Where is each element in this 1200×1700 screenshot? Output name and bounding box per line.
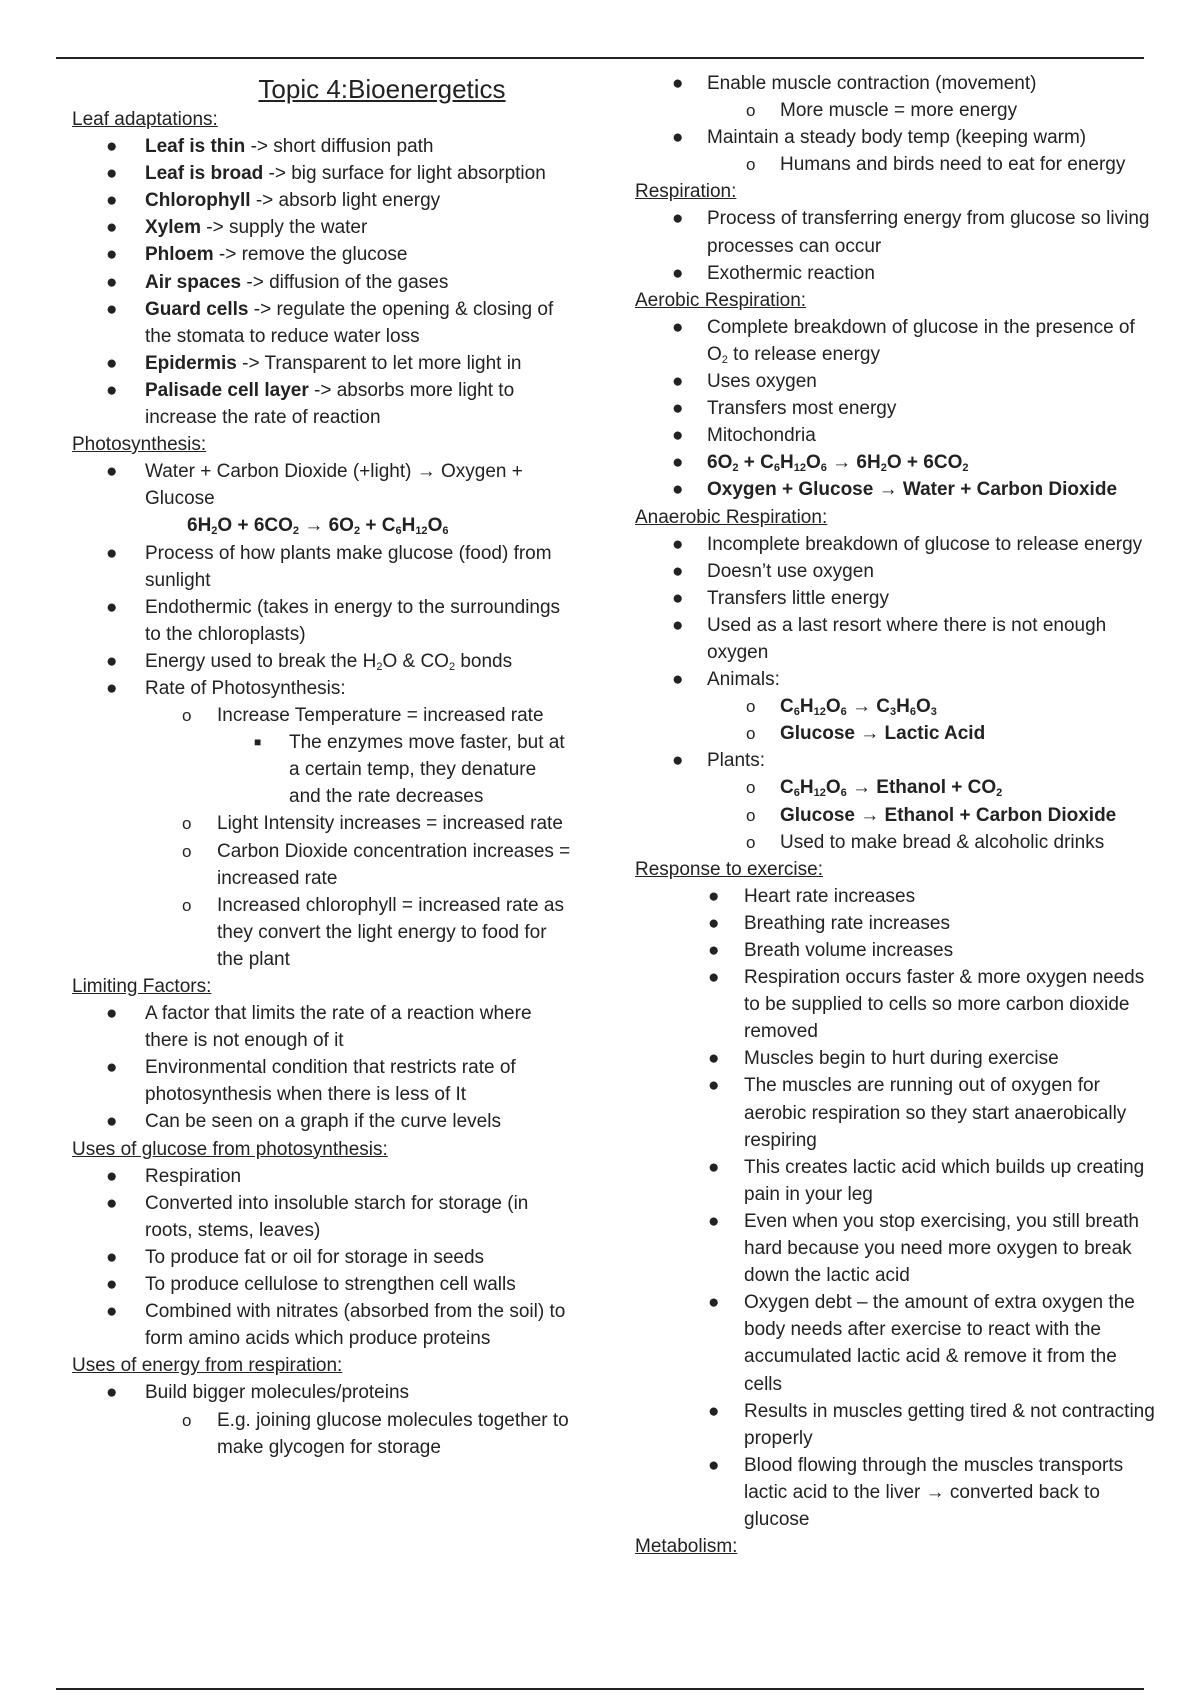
bullet-icon: ●	[106, 650, 118, 672]
limiting-factors-heading: Limiting Factors:	[72, 976, 212, 997]
list-item: ● Can be seen on a graph if the curve levels	[72, 1108, 572, 1135]
bullet-icon: ●	[672, 73, 684, 94]
aerobic-respiration-heading: Aerobic Respiration:	[635, 289, 807, 311]
list-item: ● Build bigger molecules/proteins	[72, 1379, 572, 1406]
list-item: ● Muscles begin to hurt during exercise	[635, 1045, 1155, 1072]
list-item: ● Breath volume increases	[635, 937, 1155, 964]
list-item: ● Energy used to break the $H_2O$ & $CO_2$ bonds	[72, 648, 572, 675]
list-item: ● Breathing rate increases	[635, 910, 1155, 937]
photosynthesis-symbol-equation: $6H_2O + 6CO_2 \to 6O_2 + C_6H_{12}O_6$	[187, 515, 449, 538]
bullet-icon: ●	[708, 1400, 720, 1422]
sub-list-item: o Humans and birds need to eat for energy	[635, 151, 1155, 178]
list-item: ● Respiration	[72, 1163, 572, 1190]
bullet-icon: ●	[106, 596, 118, 618]
bullet-icon: ●	[106, 542, 118, 564]
circle-bullet-icon: o	[746, 155, 756, 175]
circle-bullet-icon: o	[182, 706, 192, 726]
bottom-rule	[56, 1688, 1144, 1690]
list-item: ● Heart rate increases	[635, 883, 1155, 910]
bullet-icon: ●	[106, 1382, 118, 1404]
bullet-icon: ●	[708, 1048, 720, 1070]
list-item: ● Epidermis -> Transparent to let more light in	[72, 350, 572, 377]
list-item: ● Animals:	[635, 666, 1155, 693]
bullet-icon: ●	[672, 479, 684, 501]
list-item: ● Leaf is broad -> big surface for light absorption	[72, 160, 572, 187]
bullet-icon: ●	[708, 967, 720, 989]
plants-symbol-equation: o $C_6H_{12}O_6$ → Ethanol + $CO_2$	[635, 774, 1155, 801]
list-item: ● Environmental condition that restricts rate of photosynthesis when there is less of It	[72, 1054, 572, 1108]
bullet-icon: ●	[106, 217, 118, 239]
bullet-icon: ●	[106, 271, 118, 293]
bullet-icon: ●	[106, 1057, 118, 1079]
leaf-adaptations-heading: Leaf adaptations:	[72, 109, 218, 130]
bullet-icon: ●	[106, 677, 118, 699]
bullet-icon: ●	[106, 461, 118, 483]
bullet-icon: ●	[106, 1301, 118, 1323]
bullet-icon: ●	[672, 587, 684, 609]
list-item: ● Leaf is thin -> short diffusion path	[72, 133, 572, 160]
list-item: ● Results in muscles getting tired & not contracting properly	[635, 1398, 1155, 1452]
bullet-icon: ●	[672, 452, 684, 474]
bullet-icon: ●	[672, 316, 684, 338]
circle-bullet-icon: o	[182, 814, 192, 834]
list-item: ● Palisade cell layer -> absorbs more light to increase the rate of reaction	[72, 377, 572, 431]
circle-bullet-icon: o	[746, 101, 756, 121]
bullet-icon: ●	[672, 398, 684, 420]
list-item: ● Combined with nitrates (absorbed from the soil) to form amino acids which produce proteins	[72, 1298, 572, 1352]
bullet-icon: ●	[708, 885, 720, 907]
sub-list-item: o Increase Temperature = increased rate	[72, 702, 572, 729]
list-item: ● Maintain a steady body temp (keeping warm)	[635, 124, 1155, 151]
list-item: ● Chlorophyll -> absorb light energy	[72, 187, 572, 214]
circle-bullet-icon: o	[746, 697, 756, 717]
list-item: ● Transfers little energy	[635, 585, 1155, 612]
sub-list-item: o E.g. joining glucose molecules together to make glycogen for storage	[72, 1407, 572, 1461]
list-item: ● Blood flowing through the muscles transports lactic acid to the liver → converted back to glucose	[635, 1452, 1155, 1533]
list-item: ● Uses oxygen	[635, 368, 1155, 395]
bullet-icon: ●	[672, 560, 684, 582]
sub-list-item: o Used to make bread & alcoholic drinks	[635, 829, 1155, 856]
animals-word-equation: o Glucose → Lactic Acid	[635, 720, 1155, 747]
list-item: ● Oxygen debt – the amount of extra oxygen the body needs after exercise to react with the accumulated lactic acid & remove it from the cells	[635, 1289, 1155, 1397]
bullet-icon: ●	[672, 614, 684, 636]
list-item: ● Process of how plants make glucose (food) from sunlight	[72, 540, 572, 594]
circle-bullet-icon: o	[182, 841, 192, 861]
bullet-icon: ●	[106, 136, 118, 158]
list-item: ● Doesn’t use oxygen	[635, 558, 1155, 585]
list-item: ● Used as a last resort where there is not enough oxygen	[635, 612, 1155, 666]
bullet-icon: ●	[106, 1246, 118, 1268]
bullet-icon: ●	[672, 262, 684, 284]
list-item: ● Converted into insoluble starch for storage (in roots, stems, leaves)	[72, 1190, 572, 1244]
metabolism-heading: Metabolism:	[635, 1536, 738, 1558]
list-item: ● This creates lactic acid which builds up creating pain in your leg	[635, 1154, 1155, 1208]
plants-word-equation: o Glucose → Ethanol + Carbon Dioxide	[635, 802, 1155, 829]
bullet-icon: ●	[672, 669, 684, 691]
sub-list-item: o Increased chlorophyll = increased rate as they convert the light energy to food for the plant	[72, 892, 572, 973]
circle-bullet-icon: o	[182, 1410, 192, 1430]
circle-bullet-icon: o	[746, 805, 756, 825]
list-item: ● Complete breakdown of glucose in the presence of $O_2$ to release energy	[635, 314, 1155, 368]
sub-list-item: o Light Intensity increases = increased rate	[72, 810, 572, 837]
sub-list-item: o More muscle = more energy	[635, 97, 1155, 124]
bullet-icon: ●	[106, 1003, 118, 1025]
list-item: ● Endothermic (takes in energy to the surroundings to the chloroplasts)	[72, 594, 572, 648]
circle-bullet-icon: o	[746, 832, 756, 852]
square-bullet-icon: ■	[254, 735, 262, 750]
list-item: ● To produce cellulose to strengthen cell walls	[72, 1271, 572, 1298]
bullet-icon: ●	[106, 1165, 118, 1187]
list-item: ● The muscles are running out of oxygen for aerobic respiration so they start anaerobically respiring	[635, 1072, 1155, 1153]
list-item: ● Even when you stop exercising, you still breath hard because you need more oxygen to break down the lactic acid	[635, 1208, 1155, 1289]
bullet-icon: ●	[672, 127, 684, 149]
bullet-icon: ●	[672, 425, 684, 447]
bullet-icon: ●	[106, 1111, 118, 1133]
bullet-icon: ●	[708, 1292, 720, 1314]
sub-sub-list-item: ■ The enzymes move faster, but at a certain temp, they denature and the rate decreases	[72, 729, 572, 810]
exercise-response-heading: Response to exercise:	[635, 858, 823, 880]
respiration-heading: Respiration:	[635, 181, 737, 203]
list-item: ● Phloem -> remove the glucose	[72, 241, 572, 268]
bullet-icon: ●	[106, 1274, 118, 1296]
photosynthesis-heading: Photosynthesis:	[72, 434, 207, 456]
bullet-icon: ●	[708, 1075, 720, 1097]
bullet-icon: ●	[672, 371, 684, 393]
bullet-icon: ●	[672, 533, 684, 555]
top-rule	[56, 57, 1144, 59]
photosynthesis-word-equation: ● Water + Carbon Dioxide (+light) → Oxygen + Glucose	[72, 458, 572, 512]
right-column	[635, 70, 1155, 1560]
bullet-icon: ●	[106, 163, 118, 185]
page-title: Topic 4:Bioenergetics	[258, 74, 506, 104]
list-item: ● A factor that limits the rate of a reaction where there is not enough of it	[72, 1000, 572, 1054]
circle-bullet-icon: o	[746, 778, 756, 798]
circle-bullet-icon: o	[746, 724, 756, 744]
list-item: ● Guard cells -> regulate the opening & closing of the stomata to reduce water loss	[72, 296, 572, 350]
list-item: ● Plants:	[635, 747, 1155, 774]
bullet-icon: ●	[106, 352, 118, 374]
list-item: ● Process of transferring energy from glucose so living processes can occur	[635, 205, 1155, 259]
bullet-icon: ●	[672, 208, 684, 230]
list-item: ● Xylem -> supply the water	[72, 214, 572, 241]
bullet-icon: ●	[708, 1454, 720, 1476]
list-item: ● To produce fat or oil for storage in seeds	[72, 1244, 572, 1271]
bullet-icon: ●	[106, 190, 118, 212]
anaerobic-respiration-heading: Anaerobic Respiration:	[635, 506, 828, 528]
bullet-icon: ●	[106, 298, 118, 320]
bullet-icon: ●	[106, 1192, 118, 1214]
glucose-uses-heading: Uses of glucose from photosynthesis:	[72, 1138, 388, 1160]
bullet-icon: ●	[672, 750, 684, 772]
bullet-icon: ●	[106, 244, 118, 266]
list-item: ● Incomplete breakdown of glucose to release energy	[635, 531, 1155, 558]
energy-uses-heading: Uses of energy from respiration:	[72, 1355, 343, 1377]
bullet-icon: ●	[708, 940, 720, 961]
bullet-icon: ●	[708, 1156, 720, 1178]
list-item: ● Air spaces -> diffusion of the gases	[72, 269, 572, 296]
list-item: ● Rate of Photosynthesis:	[72, 675, 572, 702]
list-item: ● Respiration occurs faster & more oxygen needs to be supplied to cells so more carbon dioxide removed	[635, 964, 1155, 1045]
left-column	[72, 70, 572, 1461]
list-item: ● Enable muscle contraction (movement)	[635, 70, 1155, 97]
bullet-icon: ●	[708, 912, 720, 934]
list-item: ● Mitochondria	[635, 422, 1155, 449]
list-item: ● Transfers most energy	[635, 395, 1155, 422]
aerobic-symbol-equation: ● $6O_2 + C_6H_{12}O_6 \to 6H_2O + 6CO_2$	[635, 449, 1155, 476]
aerobic-word-equation: ● Oxygen + Glucose → Water + Carbon Dioxide	[635, 476, 1155, 503]
list-item: ● Exothermic reaction	[635, 260, 1155, 287]
animals-symbol-equation: o $C_6H_{12}O_6 \to C_3H_6O_3$	[635, 693, 1155, 720]
circle-bullet-icon: o	[182, 895, 192, 915]
bullet-icon: ●	[708, 1210, 720, 1232]
sub-list-item: o Carbon Dioxide concentration increases = increased rate	[72, 838, 572, 892]
bullet-icon: ●	[106, 379, 118, 401]
